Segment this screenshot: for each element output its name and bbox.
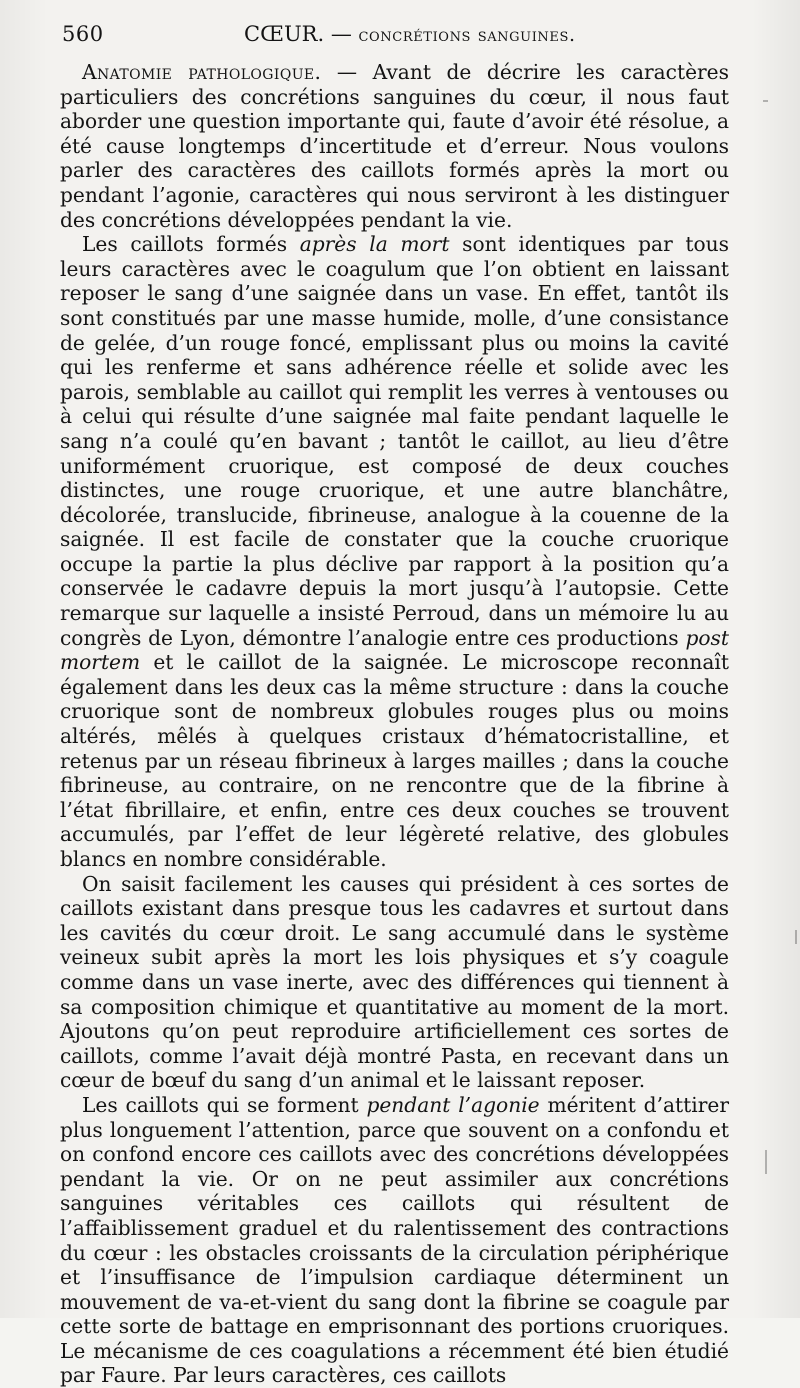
italic-term: après la mort [299,232,450,257]
margin-mark [763,100,768,102]
running-head-title: CŒUR. [244,22,325,46]
body-text [60,60,729,1388]
paragraph-text: sont identiques par tous leurs caractères avec le coagulum que l’on obtient en laissant reposer le sang d’une saignée dans un vase. En effet, tantôt ils sont constitués par une masse humide, molle, d’une consistance de gelée, d’un rouge foncé, emplissant plus ou moins la cavité qui les renferme et sans adhérence réelle et solide avec les parois, semblable au caillot qui remplit les verres à ventouses ou à celui qui résulte d’une saignée mal faite pendant laquelle le sang n’a coulé qu’en bavant ; tantôt le caillot, au lieu d’être uniformément cruorique, est composé de deux couches distinctes, une rouge cruorique, et une autre blanchâtre, décolorée, translucide, fibrineuse, analogue à la couenne de la saignée. Il est facile de constater que la couche cruorique occupe la partie la plus déclive par rapport à la position qu’a conservée le cadavre depuis la mort jusqu’à l’autopsie. Cette remarque sur laquelle a insisté Perroud, dans un mémoire lu au congrès de Lyon, démontre l’analogie entre ces productions [60,232,729,650]
paragraph-caillots-agonie [60,1093,729,1388]
paragraph-causes [60,872,729,1093]
paragraph-text: Les caillots qui se forment [82,1092,367,1117]
paragraph-anatomie [60,60,729,232]
page-header [62,22,730,52]
running-head-subtitle: concrétions sanguines. [358,24,576,46]
paragraph-text: et le caillot de la saignée. Le microscope reconnaît également dans les deux cas la même structure : dans la couche cruorique sont de nombreux globules rouges plus ou moins altérés, mêlés à quelques cristaux d’hématocristalline, et retenus par un réseau fibrineux à larges mailles ; dans la couche fibrineuse, au contraire, on ne rencontre que de la fibrine à l’état fibrillaire, et enfin, entre ces deux couches se trouvent accumulés, par l’effet de leur légèreté relative, des globules blancs en nombre considérable. [60,650,729,871]
margin-mark [795,930,797,944]
margin-mark [765,1150,767,1174]
paragraph-caillots-apres-mort [60,232,729,871]
running-head [244,22,576,46]
paragraph-text: — Avant de décrire les caractères particuliers des concrétions sanguines du cœur, il nous faut aborder une question importante qui, faute d’avoir été résolue, a été cause longtemps d’incertitude et d’erreur. Nous voulons parler des caractères des caillots formés après la mort ou pendant l’agonie, caractères qui nous serviront à les distinguer des concrétions développées pendant la vie. [60,60,729,232]
italic-term: post mortem [60,625,729,675]
running-head-dash: — [324,22,359,46]
italic-term: pendant l’agonie [366,1092,540,1117]
paragraph-text: Les caillots formés [82,232,300,257]
section-lead: Anatomie pathologique. [82,60,322,84]
paragraph-text: On saisit facilement les causes qui président à ces sortes de caillots existant dans presque tous les cadavres et surtout dans les cavités du cœur droit. Le sang accumulé dans le système veineux subit après la mort les lois physiques et s’y coagule comme dans un vase inerte, avec des différences qui tiennent à sa composition chimique et quantitative au moment de la mort. Ajoutons qu’on peut reproduire artificiellement ces sortes de caillots, comme l’avait déjà montré Pasta, en recevant dans un cœur de bœuf du sang d’un animal et le laissant reposer. [60,871,729,1093]
paragraph-text: méritent d’attirer plus longuement l’attention, parce que souvent on a confondu et on confond encore ces caillots avec des concrétions développées pendant la vie. Or on ne peut assimiler aux concrétions sanguines véritables ces caillots qui résultent de l’affaiblissement graduel et du ralentissement des contractions du cœur : les obstacles croissants de la circulation périphérique et l’insuffisance de l’impulsion cardiaque déterminent un mouvement de va-et-vient du sang dont la fibrine se coagule par cette sorte de battage en emprisonnant des portions cruoriques. Le mécanisme de ces coagulations a récemment été bien étudié par Faure. Par leurs caractères, ces caillots [60,1092,729,1388]
page-number: 560 [62,22,104,46]
